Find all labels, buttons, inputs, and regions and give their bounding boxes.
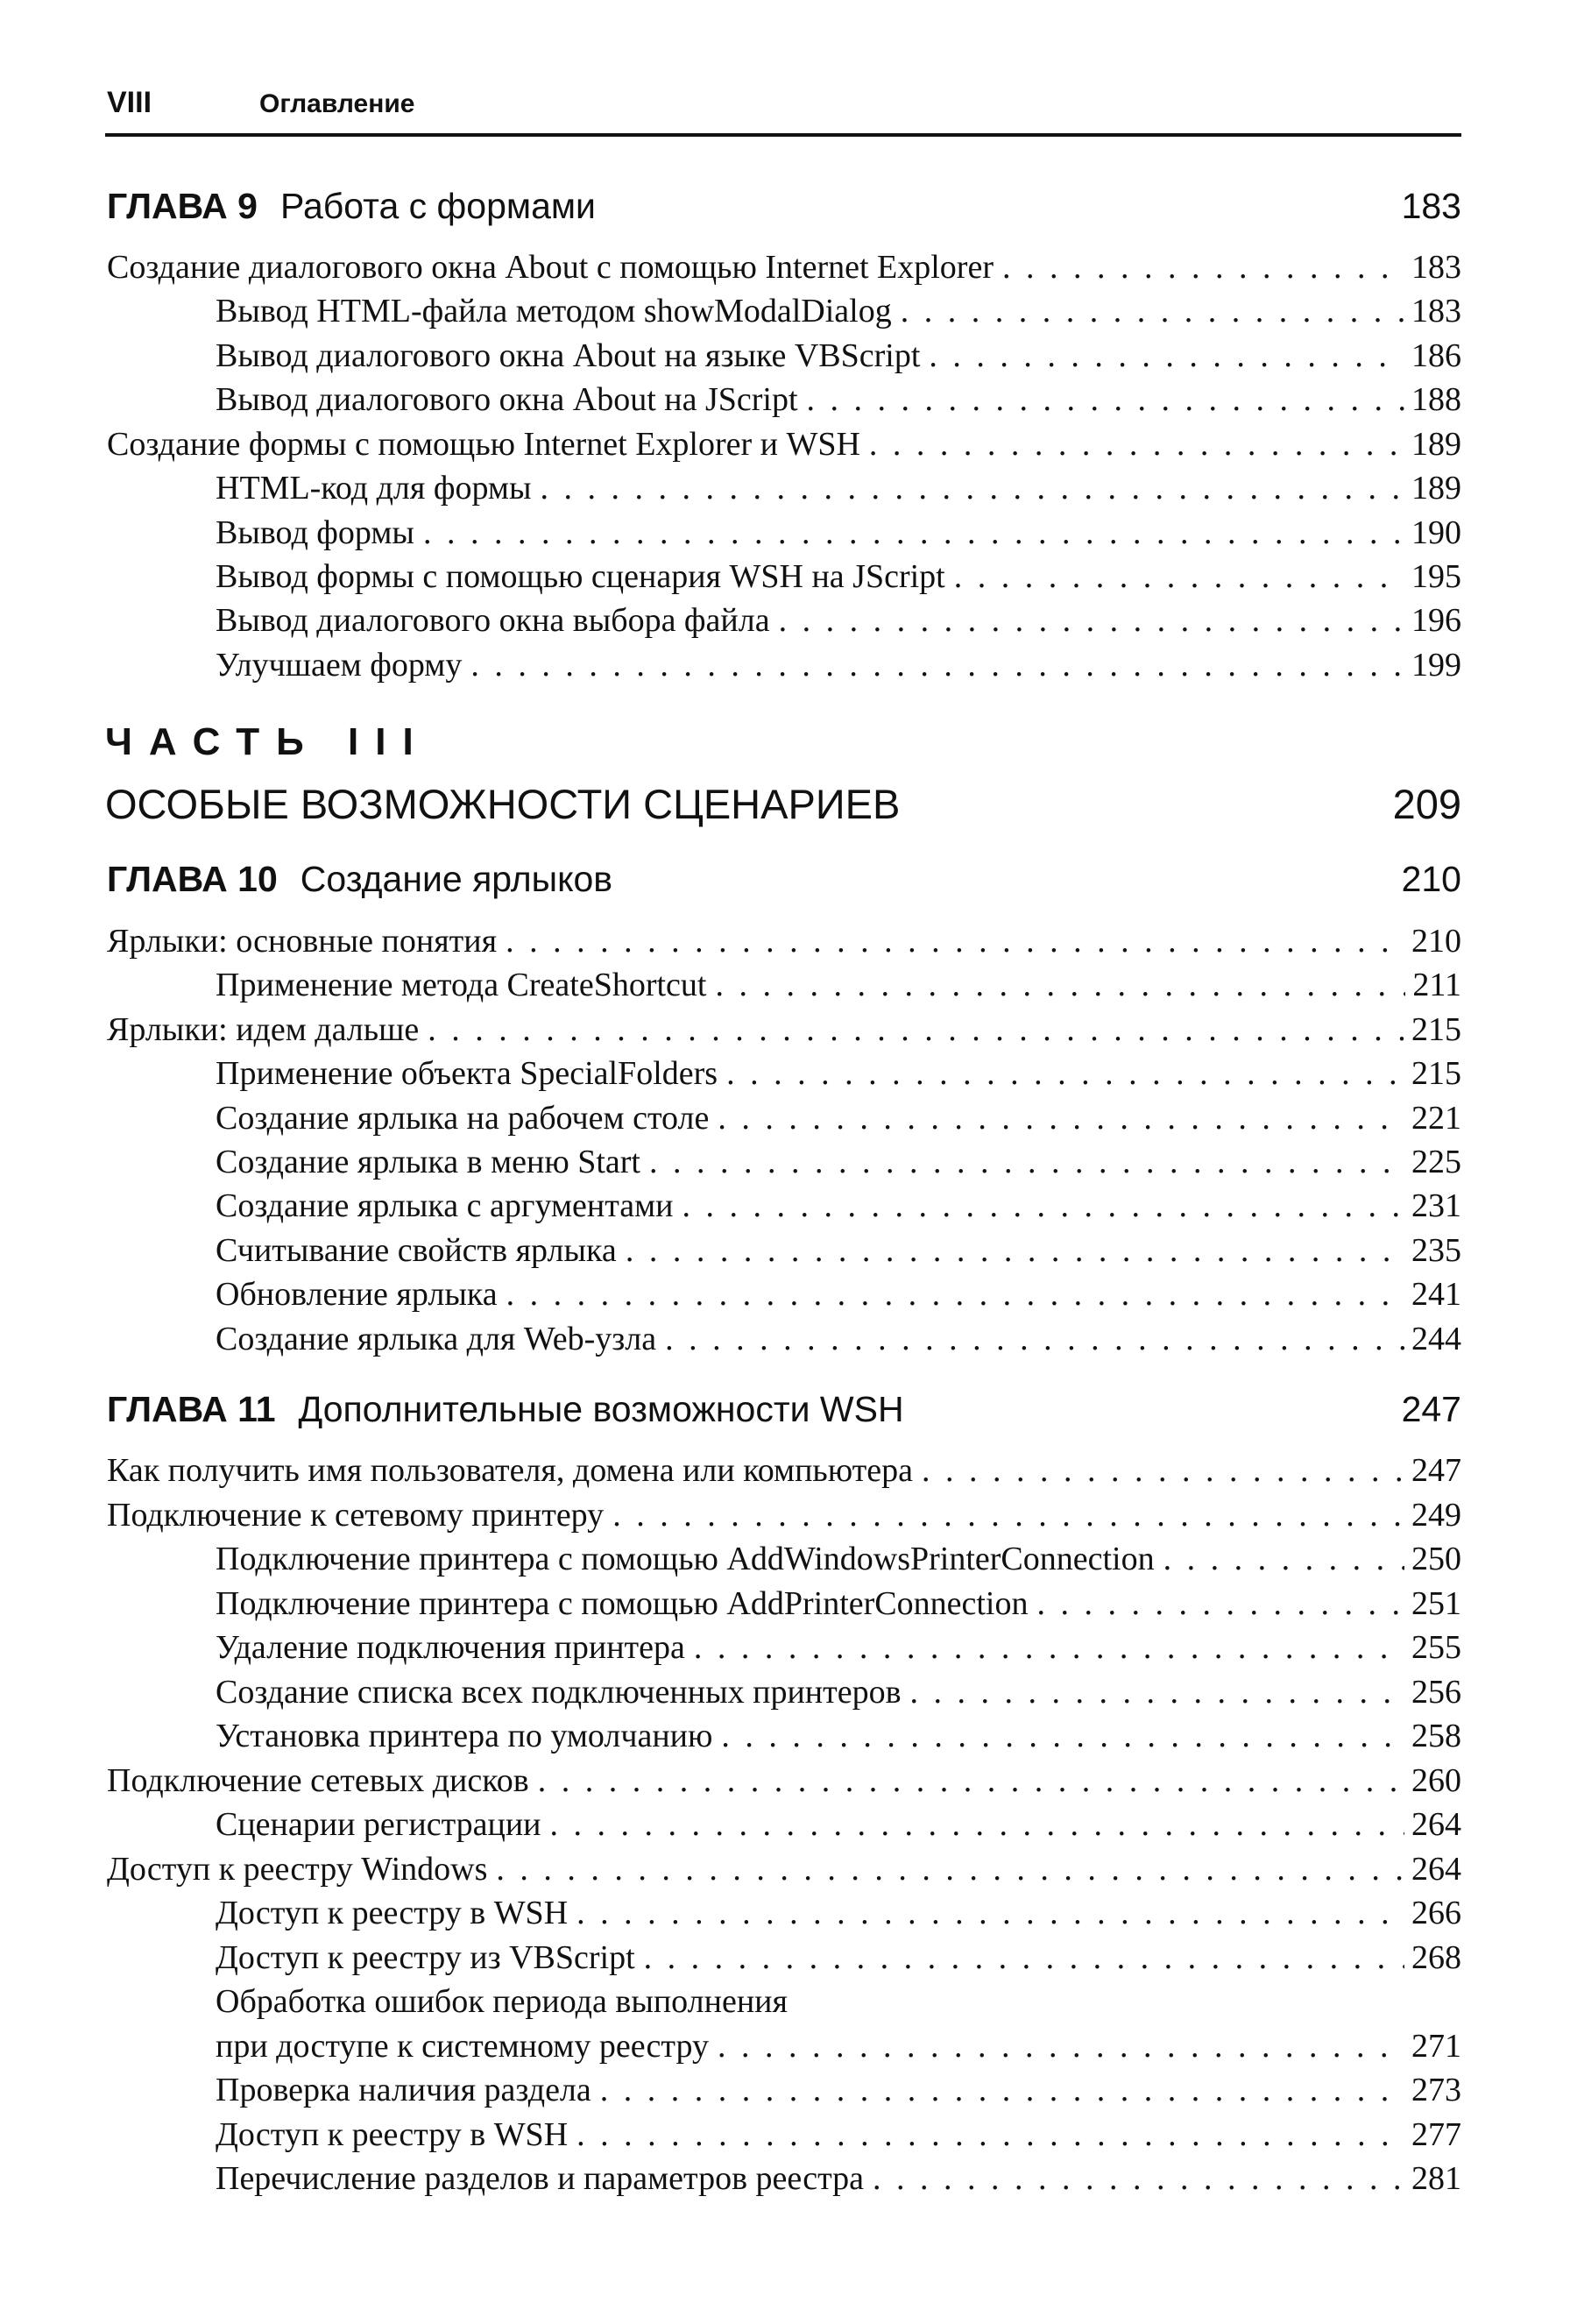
toc-entry: Создание ярлыка для Web-узла . . . 244 — [216, 1320, 1461, 1364]
toc-entry: Вывод диалогового окна выбора файла . . . 196 — [216, 601, 1461, 645]
toc-entry: Вывод HTML-файла методом showModalDialog . . . 183 — [216, 292, 1461, 336]
toc-entry-first-line: Обработка ошибок периода выполнения — [216, 1983, 788, 2020]
toc-entry: Доступ к реестру в WSH . . . 277 — [216, 2115, 1461, 2159]
toc-entry: Перечисление разделов и параметров реестра . . . 281 — [216, 2159, 1461, 2203]
leader-dots — [929, 337, 1404, 375]
leader-dots — [506, 922, 1404, 960]
leader-dots — [540, 469, 1404, 507]
leader-dots — [901, 292, 1404, 330]
toc-entry: Считывание свойств ярлыка . . . 235 — [216, 1231, 1461, 1275]
toc-entry: Создание списка всех подключенных принтеров . . . 256 — [216, 1673, 1461, 1717]
leader-dots — [1163, 1540, 1404, 1578]
leader-dots — [612, 1496, 1404, 1534]
toc-entry: Вывод диалогового окна About на JScript . . . 188 — [216, 380, 1461, 424]
leader-dots — [718, 2027, 1404, 2065]
leader-dots — [718, 1099, 1404, 1137]
leader-dots — [910, 1673, 1404, 1711]
toc-entry: HTML-код для формы . . . 189 — [216, 469, 1461, 513]
toc-entry: Создание ярлыка с аргументами . . . 231 — [216, 1187, 1461, 1230]
leader-dots — [694, 1628, 1404, 1667]
leader-dots — [576, 1894, 1404, 1932]
leader-dots — [922, 1451, 1404, 1490]
chapter-label: ГЛАВА 10 — [107, 859, 278, 899]
leader-dots — [496, 1850, 1404, 1888]
leader-dots — [1036, 1584, 1404, 1623]
leader-dots — [682, 1187, 1404, 1225]
leader-dots — [1002, 248, 1404, 287]
leader-dots — [721, 1717, 1404, 1755]
chapter-title: Работа с формами — [279, 186, 596, 226]
running-head — [105, 81, 1461, 137]
toc-entry: Создание ярлыка на рабочем столе . . . 221 — [216, 1099, 1461, 1143]
leader-dots — [726, 1054, 1404, 1093]
leader-dots — [428, 1010, 1404, 1049]
leader-dots — [506, 1275, 1404, 1314]
leader-dots — [550, 1805, 1404, 1844]
toc-entry: Создание ярлыка в меню Start . . . 225 — [216, 1143, 1461, 1187]
chapter-title: Создание ярлыков — [300, 859, 613, 899]
toc-entry: Подключение принтера с помощью AddPrinterConnection . . . 251 — [216, 1584, 1461, 1628]
toc-entry: Вывод формы . . . 190 — [216, 514, 1461, 557]
toc-entry: Вывод формы с помощью сценария WSH на JScript . . . 195 — [216, 557, 1461, 601]
leader-dots — [626, 1231, 1404, 1270]
chapter-label: ГЛАВА 11 — [107, 1389, 276, 1429]
toc-entry: Проверка наличия раздела . . . 273 — [216, 2071, 1461, 2115]
toc-entry: Подключение к сетевому принтеру . . . 249 — [107, 1496, 1461, 1540]
leader-dots — [665, 1320, 1404, 1358]
toc-entry: при доступе к системному реестру . . . 271 — [216, 2027, 1461, 2071]
chapter-page: 210 — [1401, 859, 1461, 899]
leader-dots — [807, 380, 1404, 419]
toc-entry: Улучшаем форму . . . 199 — [216, 646, 1461, 690]
toc-entry: Сценарии регистрации . . . 264 — [216, 1805, 1461, 1849]
toc-entry: Обновление ярлыка . . . 241 — [216, 1275, 1461, 1319]
leader-dots — [649, 1143, 1404, 1181]
leader-dots — [538, 1761, 1404, 1800]
chapter-9-heading — [107, 186, 1461, 238]
leader-dots — [576, 2115, 1404, 2154]
running-title: Оглавление — [259, 89, 415, 118]
toc-entry: Применение метода CreateShortcut . . . 211 — [216, 966, 1461, 1010]
toc-entry: Доступ к реестру Windows . . . 264 — [107, 1850, 1461, 1894]
chapter-title: Дополнительные возможности WSH — [298, 1389, 904, 1429]
leader-dots — [470, 646, 1404, 684]
toc-entry: Подключение сетевых дисков . . . 260 — [107, 1761, 1461, 1805]
leader-dots — [779, 601, 1404, 640]
toc-entry: Установка принтера по умолчанию . . . 258 — [216, 1717, 1461, 1761]
chapter-11-heading — [107, 1389, 1461, 1442]
leader-dots — [873, 2159, 1404, 2198]
chapter-page: 183 — [1401, 186, 1461, 226]
leader-dots — [869, 425, 1404, 464]
part-label: ЧАСТЬ III — [105, 720, 430, 763]
page-number: VIII — [107, 86, 152, 119]
toc-entry: Создание диалогового окна About с помощью Internet Explorer . . . 183 — [107, 248, 1461, 292]
toc-entry: Вывод диалогового окна About на языке VBScript . . . 186 — [216, 337, 1461, 380]
part-title: ОСОБЫЕ ВОЗМОЖНОСТИ СЦЕНАРИЕВ — [105, 781, 901, 827]
toc-entry: Подключение принтера с помощью AddWindowsPrinterConnection . . . 250 — [216, 1540, 1461, 1584]
toc-entry: Ярлыки: основные понятия . . . 210 — [107, 922, 1461, 966]
chapter-10-heading — [107, 859, 1461, 911]
part-page: 209 — [1392, 781, 1461, 827]
toc-entry: Удаление подключения принтера . . . 255 — [216, 1628, 1461, 1672]
chapter-page: 247 — [1401, 1389, 1461, 1429]
leader-dots — [423, 514, 1404, 552]
toc-entry: Применение объекта SpecialFolders . . . 215 — [216, 1054, 1461, 1098]
part-heading — [105, 780, 1461, 834]
toc-entry: Доступ к реестру из VBScript . . . 268 — [216, 1938, 1461, 1982]
leader-dots — [600, 2071, 1404, 2109]
toc-entry: Как получить имя пользователя, домена или компьютера . . . 247 — [107, 1451, 1461, 1495]
leader-dots — [954, 557, 1404, 596]
chapter-label: ГЛАВА 9 — [107, 186, 258, 226]
toc-entry: Доступ к реестру в WSH . . . 266 — [216, 1894, 1461, 1938]
toc-entry: Создание формы с помощью Internet Explorer и WSH . . . 189 — [107, 425, 1461, 469]
toc-entry: Ярлыки: идем дальше . . . 215 — [107, 1010, 1461, 1054]
leader-dots — [644, 1938, 1404, 1977]
leader-dots — [715, 966, 1405, 1004]
